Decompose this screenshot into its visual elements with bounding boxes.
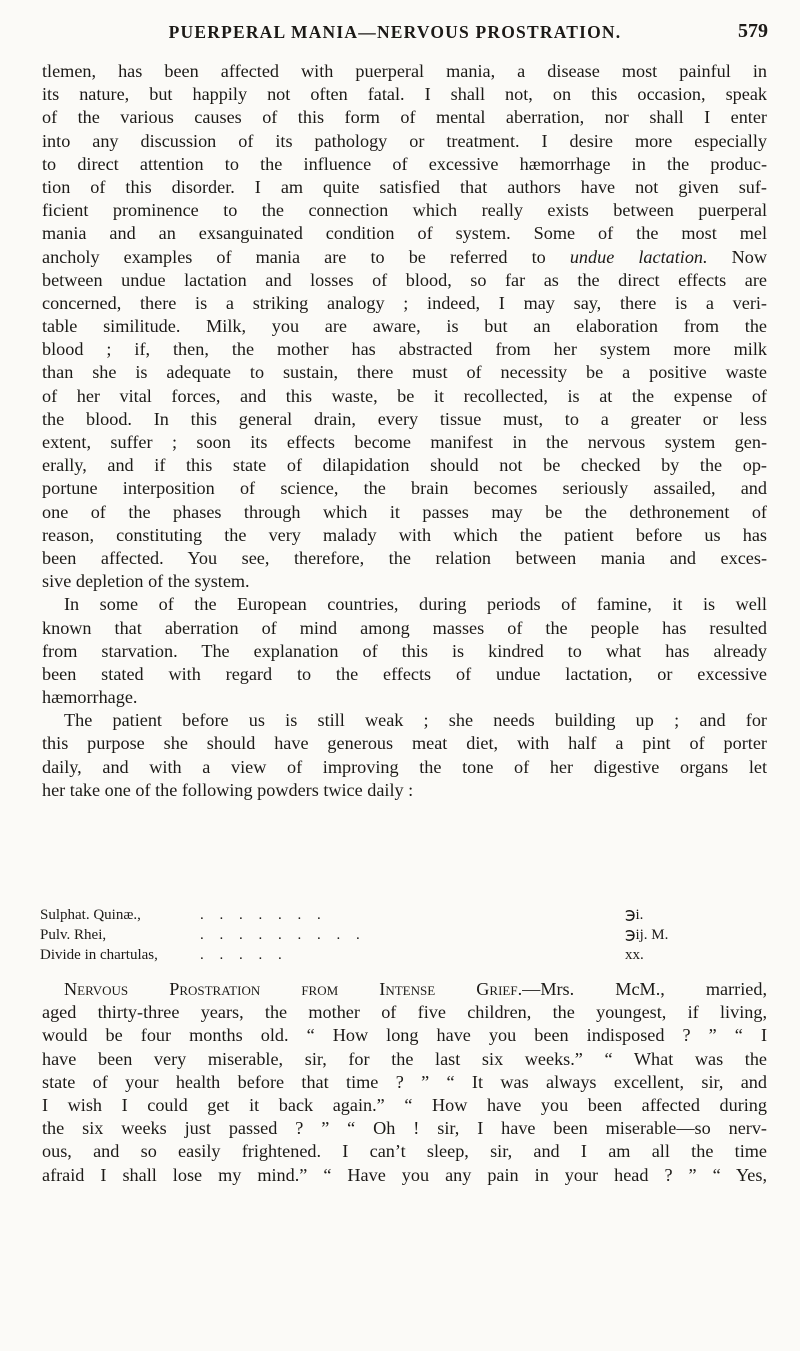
text-line: state of your health before that time ? ” “ It was always excellent, sir, and [42,1071,767,1092]
text-line: I wish I could get it back again.” “ How have you been affected during [42,1094,767,1115]
text-line: ous, and so easily frightened. I can’t sleep, sir, and I am all the time [42,1141,767,1162]
ingredient-name: Pulv. Rhei, [40,927,107,943]
text-line: the blood. In this general drain, every tissue must, to a greater or less [42,408,767,429]
text-line: one of the phases through which it passes may be the dethronement of [42,501,767,522]
leader-dots: . . . . . [200,947,288,963]
text-line: blood ; if, then, the mother has abstracted from her system more milk [42,339,767,360]
text-line: than she is adequate to sustain, there must of necessity be a positive waste [42,362,767,383]
text-line: into any discussion of its pathology or treatment. I desire more especially [42,130,767,151]
text-line: tlemen, has been affected with puerperal mania, a disease most painful in [42,61,767,81]
text-line: afraid I shall lose my mind.” “ Have you any pain in your head ? ” “ Yes, [42,1164,767,1185]
ingredient-name: Divide in chartulas, [40,947,158,963]
text-line: to direct attention to the influence of excessive hæmorrhage in the produc- [42,153,767,174]
prescription-row [40,905,680,925]
text-line: been affected. You see, therefore, the relation between mania and exces- [42,547,767,568]
text-line: mania and an exsanguinated condition of system. Some of the most mel [42,223,767,244]
text-line: of the various causes of this form of mental aberration, nor shall I enter [42,107,767,128]
text-line: portune interposition of science, the brain becomes seriously assailed, and [42,478,767,499]
prescription-row [40,945,680,965]
main-text [42,60,767,802]
leader-dots: . . . . . . . . . [200,927,366,943]
page-number: 579 [738,20,768,42]
emphasis-undue-lactation: undue lactation. [569,246,708,267]
text-line: the six weeks just passed ? ” “ Oh ! sir, I have been miserable—so nerv- [42,1118,767,1139]
ingredient-quantity: ℈ij. M. [625,927,669,943]
prescription-row [40,925,680,945]
text-line: table similitude. Milk, you are aware, is but an elaboration from the [42,316,767,337]
text-line: concerned, there is a striking analogy ; indeed, I may say, there is a veri- [42,292,767,313]
case-text [42,978,767,1187]
text-line: tion of this disorder. I am quite satisfied that authors have not given suf- [42,176,767,197]
text-line: from starvation. The explanation of this is kindred to what has already [42,640,767,661]
text-line [42,246,767,269]
text-line: The patient before us is still weak ; she needs building up ; and for [64,710,767,731]
section-heading: Nervous Prostration from Intense Grief. [64,979,523,999]
text-line: been stated with regard to the effects of undue lactation, or excessive [42,663,767,684]
text-segment: ancholy examples of mania are to be referred to [42,246,570,267]
text-line: would be four months old. “ How long have you been indisposed ? ” “ I [42,1025,767,1046]
leader-dots: . . . . . . . [200,907,327,923]
text-line: hæmorrhage. [42,687,138,708]
running-head: PUERPERAL MANIA—NERVOUS PROSTRATION. [168,22,622,42]
ingredient-quantity: ℈i. [625,907,644,923]
text-line: its nature, but happily not often fatal. I shall not, on this occasion, speak [42,84,767,105]
text-line: her take one of the following powders twice daily : [42,779,414,800]
ingredient-quantity: xx. [625,947,644,963]
text-line: sive depletion of the system. [42,571,250,592]
text-line: reason, constituting the very malady with which the patient before us has [42,524,767,545]
text-line: known that aberration of mind among masses of the people has resulted [42,617,767,638]
text-line: erally, and if this state of dilapidation should not be checked by the op- [42,455,767,476]
text-line: daily, and with a view of improving the tone of her digestive organs let [42,756,767,777]
text-line: ficient prominence to the connection which really exists between puerperal [42,200,767,221]
text-line: of her vital forces, and this waste, be it recollected, is at the expense of [42,385,767,406]
text-line: aged thirty-three years, the mother of five children, the youngest, if living, [42,1002,767,1023]
ingredient-name: Sulphat. Quinæ., [40,907,141,923]
text-line [42,978,767,1001]
text-segment: Now [707,246,768,267]
text-line: In some of the European countries, during periods of famine, it is well [64,594,767,615]
text-line: this purpose she should have generous meat diet, with half a pint of porter [42,733,767,754]
prescription [40,905,680,965]
text-segment: —Mrs. McM., married, [522,979,767,999]
text-line: have been very miserable, sir, for the last six weeks.” “ What was the [42,1048,767,1069]
text-line: extent, suffer ; soon its effects become manifest in the nervous system gen- [42,432,767,452]
text-line: between undue lactation and losses of blood, so far as the direct effects are [42,269,767,290]
